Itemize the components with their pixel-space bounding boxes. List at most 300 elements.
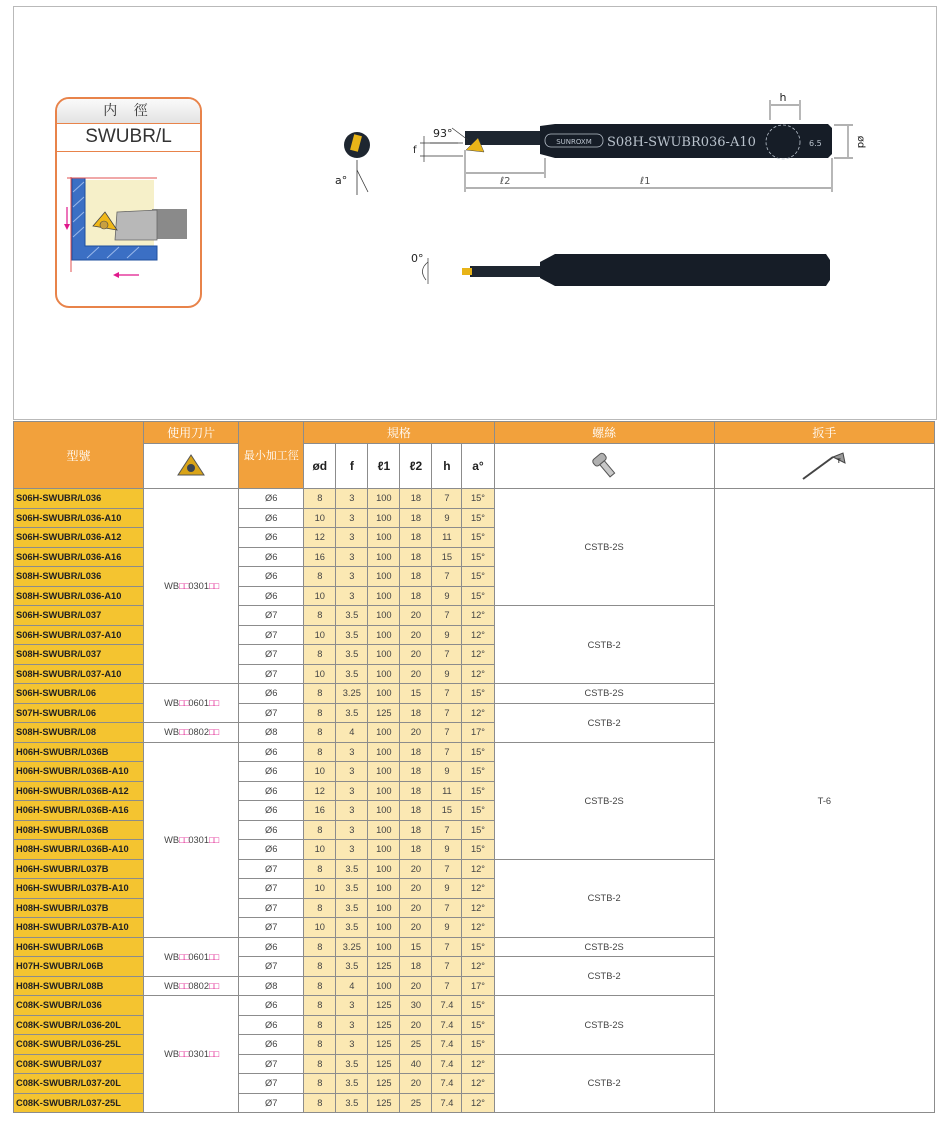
- spec-cell: 3.5: [336, 898, 368, 918]
- min-bore-cell: Ø8: [239, 976, 304, 996]
- screw-cell: CSTB-2S: [494, 996, 714, 1055]
- insert-code-box1: □□: [179, 698, 189, 708]
- model-cell: H06H-SWUBR/L037B: [14, 859, 144, 879]
- col-min-bore: 最小加工徑: [239, 422, 304, 489]
- model-cell: H06H-SWUBR/L036B: [14, 742, 144, 762]
- spec-cell: 20: [400, 1015, 432, 1035]
- spec-cell: 12°: [462, 879, 494, 899]
- insert-code-code: 0301: [188, 581, 209, 591]
- spec-cell: 8: [304, 1015, 336, 1035]
- spec-cell: 12°: [462, 1054, 494, 1074]
- spec-cell: 8: [304, 937, 336, 957]
- spec-cell: 100: [368, 645, 400, 665]
- angle-93-label: 93°: [433, 127, 453, 140]
- spec-cell: 3.5: [336, 606, 368, 626]
- spec-cell: 125: [368, 996, 400, 1016]
- insert-icon: [144, 444, 239, 489]
- model-cell: C08K-SWUBR/L036-25L: [14, 1035, 144, 1055]
- screw-cell: CSTB-2S: [494, 937, 714, 957]
- insert-code-prefix: WB: [164, 727, 180, 738]
- spec-cell: 7.4: [432, 1035, 462, 1055]
- min-bore-cell: Ø7: [239, 625, 304, 645]
- model-cell: H08H-SWUBR/L037B: [14, 898, 144, 918]
- min-bore-cell: Ø6: [239, 820, 304, 840]
- insert-code-box2: □□: [209, 951, 219, 962]
- spec-cell: 15°: [462, 547, 494, 567]
- spec-cell: 3.5: [336, 645, 368, 665]
- spec-cell: 18: [400, 489, 432, 509]
- min-bore-cell: Ø7: [239, 1054, 304, 1074]
- spec-cell: 15: [432, 547, 462, 567]
- min-bore-cell: Ø6: [239, 684, 304, 704]
- screw-cell: CSTB-2: [494, 606, 714, 684]
- spec-cell: 100: [368, 664, 400, 684]
- shank-mark: 6.5: [809, 139, 822, 148]
- spec-cell: 18: [400, 528, 432, 548]
- spec-cell: 15°: [462, 586, 494, 606]
- spec-cell: 18: [400, 547, 432, 567]
- model-cell: C08K-SWUBR/L037-25L: [14, 1093, 144, 1113]
- insert-code-box1: □□: [179, 834, 189, 845]
- spec-cell: 12°: [462, 703, 494, 723]
- spec-cell: 10: [304, 918, 336, 938]
- spec-cell: 100: [368, 742, 400, 762]
- model-cell: S06H-SWUBR/L037: [14, 606, 144, 626]
- spec-cell: 10: [304, 879, 336, 899]
- spec-cell: 8: [304, 606, 336, 626]
- model-cell: H07H-SWUBR/L06B: [14, 957, 144, 977]
- min-bore-cell: Ø6: [239, 801, 304, 821]
- min-bore-cell: Ø6: [239, 781, 304, 801]
- insert-code-code: 0802: [188, 980, 209, 991]
- insert-code-code: 0601: [188, 951, 209, 962]
- spec-cell: 100: [368, 820, 400, 840]
- col-h: h: [432, 444, 462, 489]
- spec-cell: 15°: [462, 1035, 494, 1055]
- spec-cell: 3: [336, 840, 368, 860]
- spec-cell: 7: [432, 567, 462, 587]
- min-bore-cell: Ø6: [239, 996, 304, 1016]
- spec-cell: 3.25: [336, 684, 368, 704]
- wrench-cell: T-6: [714, 489, 934, 1113]
- insert-code-box2: □□: [209, 1049, 219, 1059]
- spec-cell: 12: [304, 528, 336, 548]
- spec-cell: 18: [400, 508, 432, 528]
- min-bore-cell: Ø6: [239, 528, 304, 548]
- spec-cell: 3: [336, 820, 368, 840]
- model-cell: S08H-SWUBR/L036: [14, 567, 144, 587]
- table-row: [14, 489, 935, 509]
- spec-cell: 7: [432, 957, 462, 977]
- spec-cell: 3.5: [336, 1093, 368, 1113]
- spec-cell: 20: [400, 606, 432, 626]
- min-bore-cell: Ø7: [239, 703, 304, 723]
- spec-cell: 100: [368, 898, 400, 918]
- model-cell: S06H-SWUBR/L036-A12: [14, 528, 144, 548]
- spec-cell: 100: [368, 879, 400, 899]
- spec-cell: 18: [400, 820, 432, 840]
- spec-cell: 9: [432, 625, 462, 645]
- spec-cell: 8: [304, 957, 336, 977]
- spec-cell: 3.5: [336, 664, 368, 684]
- insert-code-box1: □□: [179, 581, 189, 591]
- insert-code-code: 0802: [188, 727, 209, 738]
- spec-cell: 3: [336, 547, 368, 567]
- spec-cell: 12°: [462, 664, 494, 684]
- model-cell: S08H-SWUBR/L08: [14, 723, 144, 743]
- spec-cell: 7.4: [432, 1054, 462, 1074]
- spec-cell: 100: [368, 606, 400, 626]
- screw-cell: CSTB-2: [494, 859, 714, 937]
- spec-cell: 7: [432, 684, 462, 704]
- spec-cell: 15°: [462, 742, 494, 762]
- insert-cell: [144, 937, 239, 976]
- spec-cell: 12°: [462, 606, 494, 626]
- spec-cell: 20: [400, 664, 432, 684]
- insert-cell: [144, 976, 239, 996]
- spec-cell: 8: [304, 684, 336, 704]
- spec-cell: 7: [432, 703, 462, 723]
- model-cell: H06H-SWUBR/L036B-A10: [14, 762, 144, 782]
- insert-code-box2: □□: [209, 581, 219, 591]
- model-cell: S06H-SWUBR/L036: [14, 489, 144, 509]
- spec-cell: 12: [304, 781, 336, 801]
- spec-cell: 9: [432, 918, 462, 938]
- spec-cell: 125: [368, 1015, 400, 1035]
- spec-cell: 7: [432, 820, 462, 840]
- min-bore-cell: Ø6: [239, 508, 304, 528]
- spec-cell: 18: [400, 801, 432, 821]
- insert-code-prefix: WB: [164, 951, 180, 962]
- spec-cell: 100: [368, 918, 400, 938]
- spec-cell: 12°: [462, 625, 494, 645]
- spec-cell: 20: [400, 879, 432, 899]
- col-d: ød: [304, 444, 336, 489]
- spec-cell: 3.5: [336, 1054, 368, 1074]
- spec-cell: 3: [336, 1035, 368, 1055]
- min-bore-cell: Ø6: [239, 547, 304, 567]
- spec-cell: 30: [400, 996, 432, 1016]
- tool-side-view: [462, 254, 830, 286]
- svg-text:T: T: [837, 458, 842, 465]
- spec-cell: 12°: [462, 1093, 494, 1113]
- insert-code-prefix: WB: [164, 980, 180, 991]
- col-f: f: [336, 444, 368, 489]
- tool-dimension-drawing: [0, 0, 950, 420]
- insert-code-box1: □□: [179, 727, 189, 738]
- min-bore-cell: Ø6: [239, 567, 304, 587]
- insert-code-box1: □□: [179, 1049, 189, 1059]
- spec-cell: 8: [304, 489, 336, 509]
- l2-dim-label: ℓ2: [500, 176, 511, 187]
- shank-model: S08H-SWUBR036-A10: [607, 135, 756, 150]
- spec-cell: 3.25: [336, 937, 368, 957]
- min-bore-cell: Ø6: [239, 742, 304, 762]
- model-cell: H06H-SWUBR/L037B-A10: [14, 879, 144, 899]
- spec-cell: 15°: [462, 489, 494, 509]
- l1-dim-label: ℓ1: [640, 176, 651, 187]
- spec-cell: 12°: [462, 645, 494, 665]
- model-cell: H06H-SWUBR/L036B-A12: [14, 781, 144, 801]
- spec-cell: 100: [368, 508, 400, 528]
- spec-cell: 18: [400, 586, 432, 606]
- spec-cell: 8: [304, 820, 336, 840]
- screw-cell: CSTB-2S: [494, 684, 714, 704]
- insert-code-code: 0301: [188, 1049, 209, 1059]
- spec-cell: 7: [432, 976, 462, 996]
- spec-cell: 125: [368, 1093, 400, 1113]
- spec-cell: 8: [304, 1074, 336, 1094]
- insert-code-prefix: WB: [164, 581, 180, 591]
- spec-cell: 8: [304, 1093, 336, 1113]
- spec-cell: 100: [368, 762, 400, 782]
- spec-cell: 7: [432, 742, 462, 762]
- spec-cell: 10: [304, 625, 336, 645]
- spec-cell: 9: [432, 508, 462, 528]
- spec-cell: 12°: [462, 859, 494, 879]
- spec-cell: 3: [336, 996, 368, 1016]
- model-cell: C08K-SWUBR/L036-20L: [14, 1015, 144, 1035]
- spec-cell: 12°: [462, 918, 494, 938]
- insert-code-box1: □□: [179, 980, 189, 991]
- spec-cell: 10: [304, 664, 336, 684]
- spec-cell: 7.4: [432, 996, 462, 1016]
- min-bore-cell: Ø7: [239, 1093, 304, 1113]
- spec-cell: 100: [368, 840, 400, 860]
- spec-cell: 15°: [462, 762, 494, 782]
- insert-cell: [144, 996, 239, 1113]
- model-cell: S06H-SWUBR/L036-A10: [14, 508, 144, 528]
- spec-cell: 3: [336, 528, 368, 548]
- spec-cell: 10: [304, 586, 336, 606]
- spec-cell: 15°: [462, 840, 494, 860]
- insert-code-code: 0301: [188, 834, 209, 845]
- spec-cell: 7.4: [432, 1093, 462, 1113]
- spec-cell: 7: [432, 645, 462, 665]
- model-cell: C08K-SWUBR/L037: [14, 1054, 144, 1074]
- shank-brand: SUNROXM: [556, 138, 592, 146]
- screw-cell: CSTB-2S: [494, 489, 714, 606]
- spec-cell: 4: [336, 976, 368, 996]
- spec-cell: 17°: [462, 976, 494, 996]
- spec-cell: 3: [336, 742, 368, 762]
- spec-cell: 9: [432, 762, 462, 782]
- min-bore-cell: Ø7: [239, 645, 304, 665]
- min-bore-cell: Ø6: [239, 937, 304, 957]
- spec-cell: 25: [400, 1035, 432, 1055]
- min-bore-cell: Ø6: [239, 586, 304, 606]
- tool-top-view: [465, 124, 832, 159]
- spec-cell: 100: [368, 976, 400, 996]
- insert-code-prefix: WB: [164, 698, 180, 708]
- spec-cell: 20: [400, 918, 432, 938]
- spec-cell: 125: [368, 703, 400, 723]
- badge-code: SWUBR/L: [57, 124, 200, 152]
- spec-cell: 8: [304, 1054, 336, 1074]
- spec-cell: 18: [400, 840, 432, 860]
- angle-a-label: a°: [335, 174, 348, 187]
- col-insert: 使用刀片: [144, 422, 239, 444]
- insert-code-prefix: WB: [164, 834, 180, 845]
- insert-code-box1: □□: [179, 951, 189, 962]
- spec-cell: 18: [400, 957, 432, 977]
- angle-0-label: 0°: [411, 252, 424, 265]
- col-l1: ℓ1: [368, 444, 400, 489]
- spec-cell: 8: [304, 898, 336, 918]
- insert-cell: [144, 723, 239, 743]
- spec-cell: 3.5: [336, 703, 368, 723]
- col-wrench: 扳手: [714, 422, 934, 444]
- insert-code-box2: □□: [209, 698, 219, 708]
- spec-cell: 15: [432, 801, 462, 821]
- spec-cell: 3.5: [336, 625, 368, 645]
- spec-cell: 9: [432, 840, 462, 860]
- spec-cell: 100: [368, 801, 400, 821]
- spec-cell: 3: [336, 1015, 368, 1035]
- spec-cell: 10: [304, 840, 336, 860]
- spec-cell: 12°: [462, 898, 494, 918]
- spec-cell: 3: [336, 489, 368, 509]
- spec-cell: 125: [368, 1054, 400, 1074]
- spec-cell: 8: [304, 976, 336, 996]
- spec-cell: 100: [368, 586, 400, 606]
- spec-cell: 25: [400, 1093, 432, 1113]
- spec-cell: 9: [432, 664, 462, 684]
- spec-cell: 3: [336, 781, 368, 801]
- insert-code-box2: □□: [209, 727, 219, 738]
- model-cell: S06H-SWUBR/L06: [14, 684, 144, 704]
- screw-cell: CSTB-2S: [494, 742, 714, 859]
- spec-cell: 15°: [462, 567, 494, 587]
- spec-cell: 8: [304, 859, 336, 879]
- spec-cell: 7: [432, 489, 462, 509]
- spec-cell: 15: [400, 684, 432, 704]
- spec-cell: 8: [304, 1035, 336, 1055]
- insert-code-box2: □□: [209, 834, 219, 845]
- insert-cell: [144, 742, 239, 937]
- model-cell: H08H-SWUBR/L037B-A10: [14, 918, 144, 938]
- col-l2: ℓ2: [400, 444, 432, 489]
- spec-cell: 15°: [462, 528, 494, 548]
- col-screw: 螺絲: [494, 422, 714, 444]
- spec-cell: 100: [368, 723, 400, 743]
- spec-cell: 15°: [462, 781, 494, 801]
- spec-cell: 18: [400, 742, 432, 762]
- insert-cell: [144, 489, 239, 684]
- model-cell: C08K-SWUBR/L036: [14, 996, 144, 1016]
- spec-cell: 125: [368, 1074, 400, 1094]
- spec-cell: 100: [368, 937, 400, 957]
- spec-cell: 8: [304, 996, 336, 1016]
- spec-cell: 11: [432, 528, 462, 548]
- spec-cell: 9: [432, 879, 462, 899]
- spec-cell: 100: [368, 625, 400, 645]
- spec-cell: 3.5: [336, 918, 368, 938]
- model-cell: H08H-SWUBR/L08B: [14, 976, 144, 996]
- spec-cell: 15: [400, 937, 432, 957]
- f-dim-label: f: [413, 145, 417, 156]
- min-bore-cell: Ø7: [239, 879, 304, 899]
- spec-cell: 3: [336, 567, 368, 587]
- spec-cell: 3: [336, 508, 368, 528]
- badge-title: 内 徑: [57, 99, 200, 124]
- min-bore-cell: Ø7: [239, 664, 304, 684]
- spec-cell: 4: [336, 723, 368, 743]
- h-dim-label: h: [779, 91, 787, 104]
- model-cell: S08H-SWUBR/L036-A10: [14, 586, 144, 606]
- spec-cell: 10: [304, 508, 336, 528]
- spec-cell: 15°: [462, 1015, 494, 1035]
- min-bore-cell: Ø7: [239, 606, 304, 626]
- min-bore-cell: Ø7: [239, 859, 304, 879]
- spec-cell: 20: [400, 859, 432, 879]
- min-bore-cell: Ø6: [239, 1015, 304, 1035]
- spec-cell: 18: [400, 781, 432, 801]
- model-cell: H06H-SWUBR/L06B: [14, 937, 144, 957]
- model-cell: H08H-SWUBR/L036B: [14, 820, 144, 840]
- spec-cell: 16: [304, 801, 336, 821]
- spec-cell: 3.5: [336, 957, 368, 977]
- model-cell: H06H-SWUBR/L036B-A16: [14, 801, 144, 821]
- spec-cell: 15°: [462, 937, 494, 957]
- model-cell: S08H-SWUBR/L037-A10: [14, 664, 144, 684]
- model-cell: H08H-SWUBR/L036B-A10: [14, 840, 144, 860]
- spec-cell: 20: [400, 898, 432, 918]
- model-cell: C08K-SWUBR/L037-20L: [14, 1074, 144, 1094]
- col-spec: 規格: [304, 422, 494, 444]
- min-bore-cell: Ø8: [239, 723, 304, 743]
- wrench-icon: [714, 444, 934, 489]
- screw-icon: [494, 444, 714, 489]
- spec-cell: 20: [400, 976, 432, 996]
- spec-cell: 3.5: [336, 879, 368, 899]
- min-bore-cell: Ø7: [239, 957, 304, 977]
- spec-cell: 125: [368, 1035, 400, 1055]
- spec-cell: 7: [432, 723, 462, 743]
- spec-cell: 100: [368, 859, 400, 879]
- spec-cell: 100: [368, 528, 400, 548]
- min-bore-cell: Ø6: [239, 762, 304, 782]
- screw-cell: CSTB-2: [494, 1054, 714, 1113]
- spec-cell: 18: [400, 703, 432, 723]
- spec-cell: 15°: [462, 820, 494, 840]
- spec-cell: 15°: [462, 801, 494, 821]
- min-bore-cell: Ø6: [239, 840, 304, 860]
- spec-cell: 125: [368, 957, 400, 977]
- spec-cell: 8: [304, 645, 336, 665]
- spec-cell: 3: [336, 586, 368, 606]
- spec-cell: 20: [400, 723, 432, 743]
- spec-cell: 15°: [462, 996, 494, 1016]
- spec-cell: 8: [304, 742, 336, 762]
- insert-code-box2: □□: [209, 980, 219, 991]
- spec-cell: 3: [336, 801, 368, 821]
- spec-cell: 16: [304, 547, 336, 567]
- spec-cell: 10: [304, 762, 336, 782]
- spec-cell: 15°: [462, 508, 494, 528]
- spec-cell: 8: [304, 703, 336, 723]
- insert-code-prefix: WB: [164, 1049, 180, 1059]
- spec-cell: 3: [336, 762, 368, 782]
- col-model: 型號: [14, 422, 144, 489]
- spec-table: [13, 421, 935, 1113]
- screw-cell: CSTB-2: [494, 957, 714, 996]
- spec-cell: 8: [304, 567, 336, 587]
- col-a: a°: [462, 444, 494, 489]
- spec-cell: 7.4: [432, 1015, 462, 1035]
- insert-cell: [144, 684, 239, 723]
- spec-cell: 9: [432, 586, 462, 606]
